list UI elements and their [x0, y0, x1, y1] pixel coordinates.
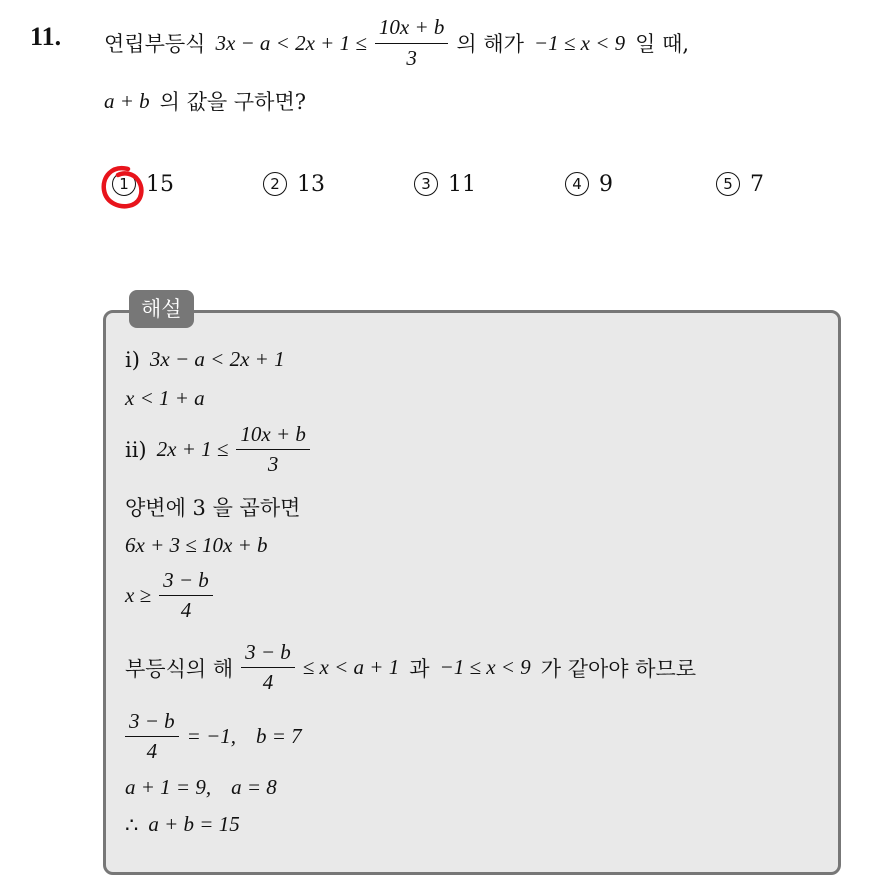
solution-expr-9: a + 1 = 9,: [125, 775, 212, 799]
solution-line-6: [125, 568, 221, 623]
solution-expr-5: 6x + 3 ≤ 10x + b: [125, 533, 268, 557]
solution-expr-8: = −1,: [186, 724, 237, 749]
solution-expr-2: x < 1 + a: [125, 386, 205, 410]
solution-fraction-8: [125, 709, 179, 764]
question-line-1: [104, 10, 689, 76]
question-fraction-numerator: 10x + b: [375, 15, 449, 43]
solution-text-7-pre: 부등식의 해: [125, 656, 234, 681]
choice-marker: 3: [414, 172, 438, 196]
solution-line-5: [125, 533, 268, 558]
solution-expr-1: 3x − a < 2x + 1: [149, 347, 285, 371]
choice-value: 9: [599, 172, 613, 197]
solution-final-answer: a + b = 15: [148, 812, 240, 836]
fraction-denominator: 4: [180, 598, 192, 623]
solution-expr-7: ≤ x < a + 1: [302, 655, 400, 680]
choice-2[interactable]: [263, 172, 325, 197]
solution-line-7: [125, 640, 696, 695]
selected-answer-circle-mark: [98, 163, 150, 213]
question-number: 11.: [30, 22, 62, 51]
solution-label-ii: ii): [125, 437, 147, 462]
solution-fraction-7: [241, 640, 295, 695]
fraction-denominator: 4: [262, 670, 274, 695]
solution-expr-6: x ≥: [125, 583, 152, 608]
question-range: −1 ≤ x < 9: [533, 30, 626, 55]
therefore-symbol: ∴: [125, 812, 139, 837]
solution-fraction-3: [236, 422, 310, 477]
solution-line-1: [125, 347, 285, 372]
fraction-denominator: 4: [146, 739, 158, 764]
solution-b-value: b = 7: [256, 724, 302, 749]
question-expression: a + b: [104, 88, 150, 113]
solution-range-7: −1 ≤ x < 9: [439, 655, 531, 680]
choice-value: 15: [146, 172, 174, 197]
question-fraction: [375, 15, 449, 70]
choice-3[interactable]: [414, 172, 476, 197]
solution-tag: 해설: [129, 290, 194, 328]
fraction-numerator: 3 − b: [241, 640, 295, 668]
choice-marker: 4: [565, 172, 589, 196]
solution-text-4: 양변에 3 을 곱하면: [125, 496, 301, 520]
solution-line-4: [125, 492, 300, 522]
choice-value: 11: [448, 172, 476, 197]
fraction-denominator: 3: [267, 452, 279, 477]
solution-expr-3: 2x + 1 ≤: [156, 437, 229, 462]
choice-marker: 5: [716, 172, 740, 196]
solution-line-3: [125, 422, 318, 477]
solution-line-8: [125, 709, 302, 764]
solution-a-value: a = 8: [231, 775, 277, 799]
solution-text-7-post: 가 같아야 하므로: [540, 656, 697, 681]
question-mid-text: 의 해가: [456, 32, 524, 56]
solution-label-i: i): [125, 347, 140, 372]
question-fraction-denominator: 3: [406, 45, 417, 70]
fraction-numerator: 3 − b: [125, 709, 179, 737]
solution-line-10: [125, 812, 240, 837]
solution-line-9: [125, 775, 277, 800]
fraction-numerator: 3 − b: [159, 568, 213, 596]
choice-marker: 2: [263, 172, 287, 196]
solution-line-2: [125, 386, 205, 411]
solution-text-7-and: 과: [409, 656, 430, 681]
choice-marker: 1: [112, 172, 136, 196]
solution-fraction-6: [159, 568, 213, 623]
choice-5[interactable]: [716, 172, 764, 197]
question-prefix: 연립부등식: [104, 32, 206, 56]
choice-4[interactable]: [565, 172, 613, 197]
question-inequality: 3x − a < 2x + 1 ≤: [215, 30, 367, 55]
choice-value: 7: [750, 172, 764, 197]
fraction-numerator: 10x + b: [236, 422, 310, 450]
question-suffix: 일 때,: [635, 32, 690, 56]
question-text: 의 값을 구하면?: [159, 90, 306, 114]
question-line-2: [104, 86, 306, 116]
choice-value: 13: [297, 172, 325, 197]
